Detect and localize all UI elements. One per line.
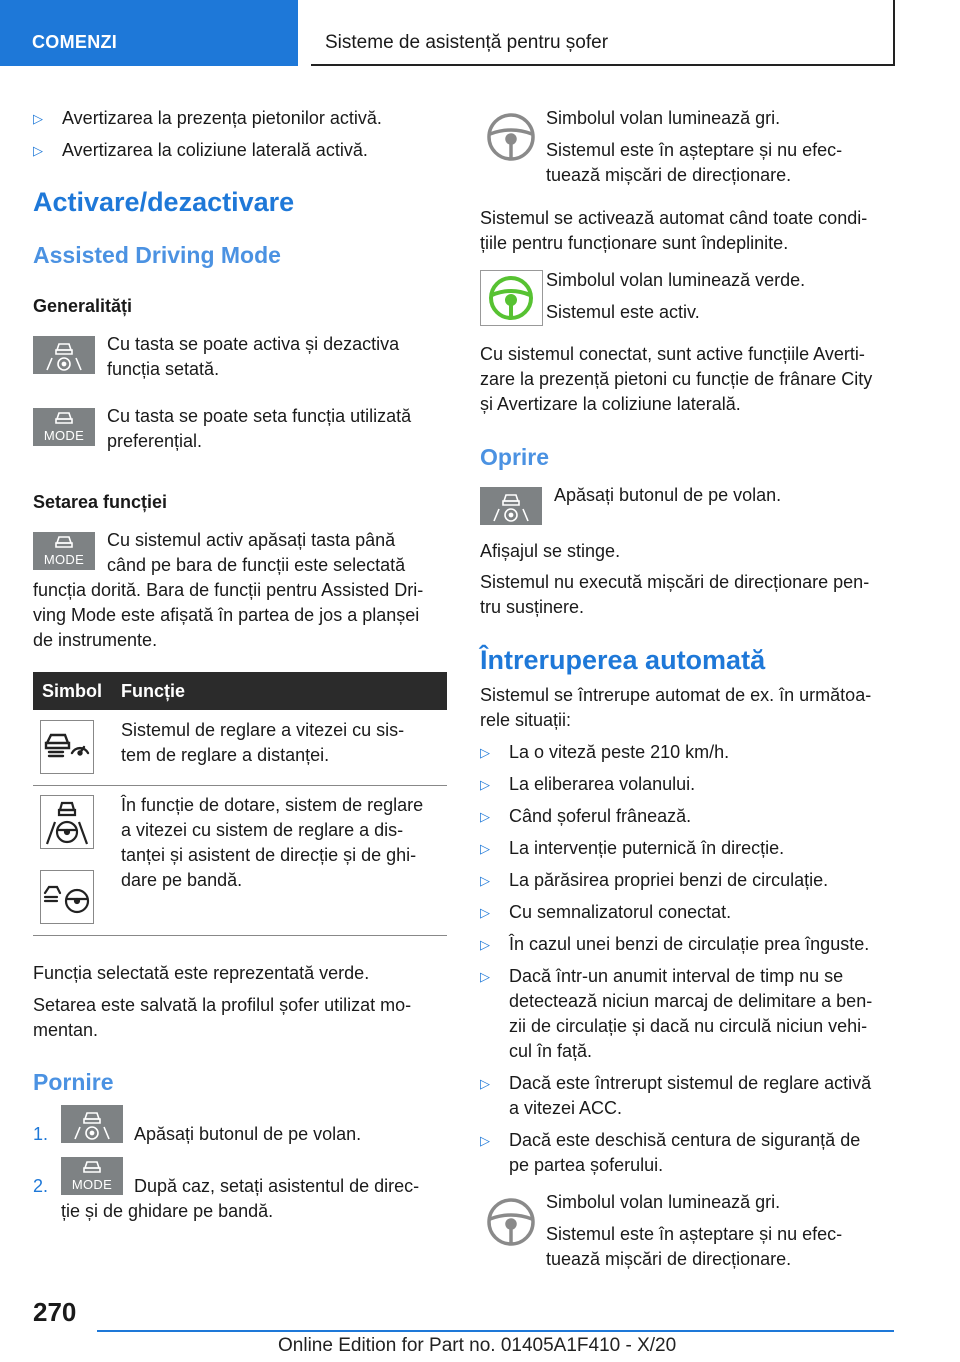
list-item: ▷ Dacă într-un anumit interval de timp nu se detectează niciun marcaj de delimitare a ben‐ zii de circulație și dacă nu circulă niciun vehi‐ cul în față. bbox=[480, 966, 873, 1061]
paragraph: Sistemul se întrerupe automat de ex. în următoa‐ rele situații: bbox=[480, 685, 872, 730]
edition-footer: Online Edition for Part no. 01405A1F410 - X/20 bbox=[278, 1335, 677, 1356]
section-heading: Activare/dezactivare bbox=[33, 187, 295, 217]
steering-wheel-green-icon bbox=[480, 270, 543, 326]
triangle-bullet-icon: ▷ bbox=[480, 777, 490, 792]
paragraph-heading: Generalități bbox=[33, 296, 133, 316]
steering-wheel-grey-icon bbox=[480, 106, 542, 168]
list-item: ▷ Avertizarea la prezența pietonilor activă. bbox=[33, 106, 447, 131]
triangle-bullet-icon: ▷ bbox=[480, 745, 490, 760]
paragraph: Cu sistemul conectat, sunt active funcțiile Averti‐ zare la prezență pietoni cu funcție de frânare City și Avertizare la coliziune laterală. bbox=[480, 344, 873, 414]
triangle-bullet-icon: ▷ bbox=[33, 111, 43, 126]
column-header-function: Funcție bbox=[121, 681, 186, 701]
section-tab bbox=[0, 0, 298, 66]
paragraph: Afișajul se stinge. bbox=[480, 541, 621, 561]
footer-divider bbox=[97, 1330, 894, 1332]
mode-button-icon: MODE bbox=[33, 408, 95, 446]
mode-button-icon: MODE bbox=[61, 1157, 123, 1195]
list-item: ▷ La o viteză peste 210 km/h. bbox=[480, 740, 894, 765]
paragraph: Simbolul volan luminează gri. Sistemul este în așteptare și nu efec‐ tuează mișcări de direcționare. bbox=[546, 1192, 843, 1269]
triangle-bullet-icon: ▷ bbox=[480, 1133, 490, 1148]
section-title: COMENZI bbox=[32, 32, 118, 52]
paragraph-heading: Setarea funcției bbox=[33, 492, 168, 512]
cruise-control-distance-icon bbox=[40, 720, 94, 774]
list-item: ▷ La părăsirea propriei benzi de circulație. bbox=[480, 868, 894, 893]
subsection-heading: Assisted Driving Mode bbox=[33, 242, 281, 268]
list-item: ▷ La intervenție puternică în direcție. bbox=[480, 836, 894, 861]
triangle-bullet-icon: ▷ bbox=[480, 905, 490, 920]
triangle-bullet-icon: ▷ bbox=[480, 841, 490, 856]
triangle-bullet-icon: ▷ bbox=[480, 969, 490, 984]
steering-wheel-grey-icon bbox=[480, 1191, 542, 1253]
divider bbox=[33, 785, 447, 786]
triangle-bullet-icon: ▷ bbox=[480, 1076, 490, 1091]
list-item: ▷ Când șoferul frânează. bbox=[480, 804, 894, 829]
step-text: Apăsați butonul de pe volan. bbox=[134, 1124, 362, 1144]
step-text: ție și de ghidare pe bandă. bbox=[61, 1201, 274, 1221]
triangle-bullet-icon: ▷ bbox=[480, 937, 490, 952]
assist-button-icon bbox=[33, 336, 95, 374]
list-item: ▷ În cazul unei benzi de circulație prea înguste. bbox=[480, 932, 894, 957]
paragraph: Funcția selectată este reprezentată verde. bbox=[33, 963, 370, 983]
mode-button-icon: MODE bbox=[33, 532, 95, 570]
paragraph: Simbolul volan luminează verde. Sistemul este activ. bbox=[546, 270, 806, 322]
paragraph: funcția dorită. Bara de funcții pentru Assisted Dri‐ ving Mode este afișată în partea de jos a planșei de instrumente. bbox=[33, 580, 424, 650]
chapter-header bbox=[311, 0, 895, 66]
list-item: ▷ La eliberarea volanului. bbox=[480, 772, 894, 797]
paragraph: Sistemul se activează automat când toate condi‐ țiile pentru funcționare sunt îndeplinite. bbox=[480, 208, 868, 253]
list-item: ▷ Dacă este deschisă centura de siguranță de pe partea șoferului. bbox=[480, 1130, 861, 1175]
paragraph: Cu sistemul activ apăsați tasta până când pe bara de funcții este selectată bbox=[107, 530, 406, 575]
paragraph: Cu tasta se poate seta funcția utilizată preferențial. bbox=[107, 406, 412, 451]
list-item: ▷ Avertizarea la coliziune laterală activă. bbox=[33, 138, 447, 163]
list-item: ▷ Dacă este întrerupt sistemul de reglare activă a vitezei ACC. bbox=[480, 1073, 872, 1118]
step-number: 1. bbox=[33, 1124, 49, 1144]
table-header bbox=[33, 672, 447, 710]
list-item: ▷ Cu semnalizatorul conectat. bbox=[480, 900, 894, 925]
section-heading: Întreruperea automată bbox=[480, 645, 766, 675]
steering-assist-icon bbox=[40, 870, 94, 924]
triangle-bullet-icon: ▷ bbox=[33, 143, 43, 158]
page-number: 270 bbox=[33, 1297, 77, 1327]
assist-button-icon bbox=[61, 1105, 123, 1143]
triangle-bullet-icon: ▷ bbox=[480, 873, 490, 888]
paragraph: Simbolul volan luminează gri. Sistemul este în așteptare și nu efec‐ tuează mișcări de direcționare. bbox=[546, 108, 843, 185]
paragraph: Cu tasta se poate activa și dezactiva funcția setată. bbox=[107, 334, 400, 379]
lane-assist-icon bbox=[40, 795, 94, 849]
table-cell: În funcție de dotare, sistem de reglare a vitezei cu sistem de reglare a dis‐ tanței și asistent de direcție și de ghi‐ dare pe bandă. bbox=[121, 795, 424, 890]
step-text: După caz, setați asistentul de direc‐ bbox=[134, 1176, 420, 1196]
divider bbox=[33, 935, 447, 936]
chapter-title: Sisteme de asistență pentru șofer bbox=[325, 32, 609, 53]
paragraph: Apăsați butonul de pe volan. bbox=[554, 485, 782, 505]
triangle-bullet-icon: ▷ bbox=[480, 809, 490, 824]
paragraph: Sistemul nu execută mișcări de direcționare pen‐ tru susținere. bbox=[480, 572, 870, 617]
table-cell: Sistemul de reglare a vitezei cu sis‐ tem de reglare a distanței. bbox=[121, 720, 405, 765]
paragraph: Setarea este salvată la profilul șofer utilizat mo‐ mentan. bbox=[33, 995, 412, 1040]
subsection-heading: Pornire bbox=[33, 1069, 114, 1095]
step-number: 2. bbox=[33, 1176, 49, 1196]
column-header-symbol: Simbol bbox=[42, 681, 103, 701]
assist-button-icon bbox=[480, 487, 542, 525]
subsection-heading: Oprire bbox=[480, 444, 550, 470]
